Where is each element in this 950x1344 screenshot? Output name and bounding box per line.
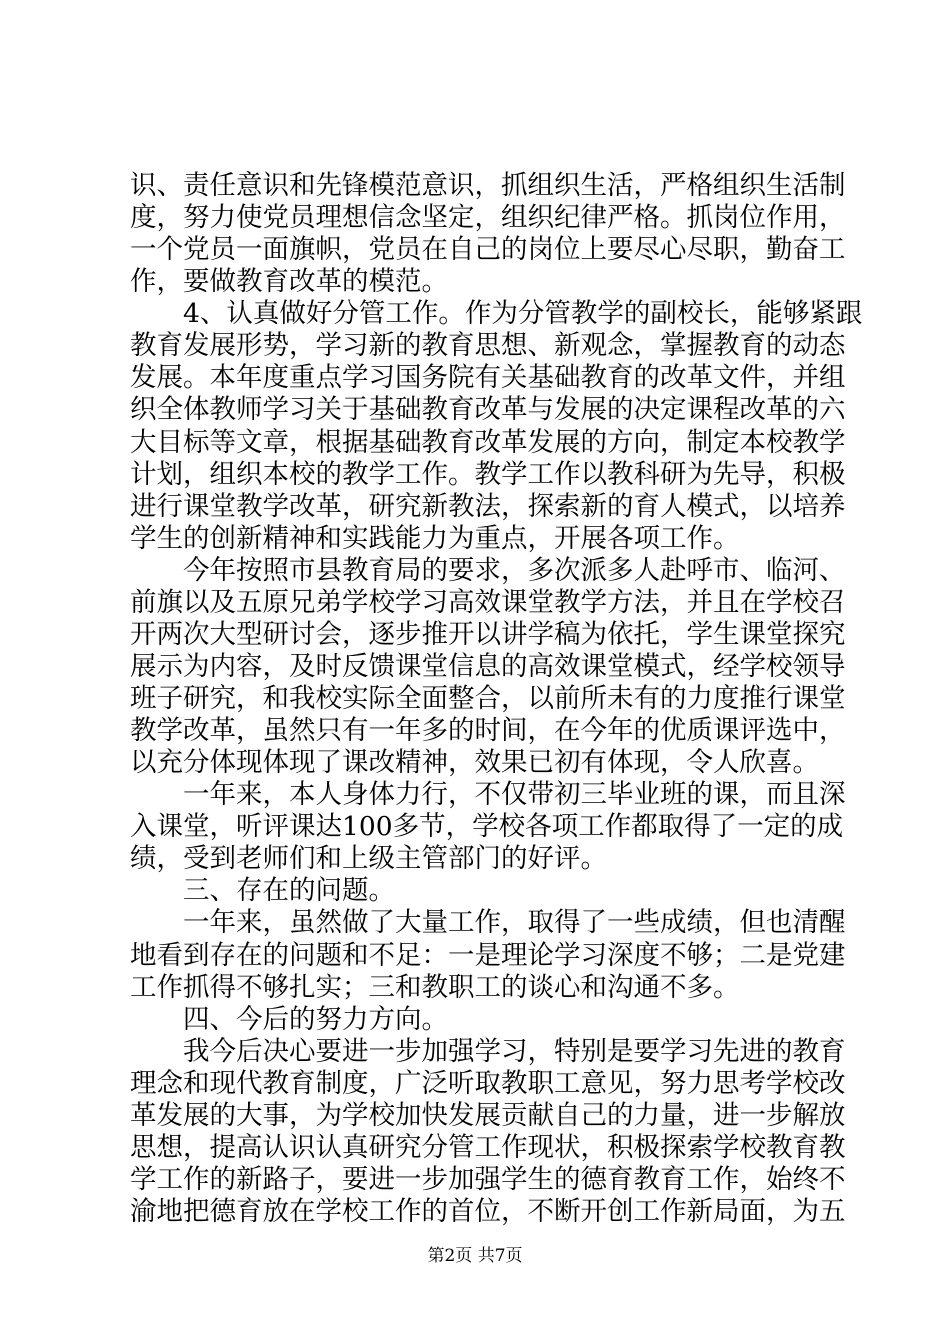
text-line: 前旗以及五原兄弟学校学习高效课堂教学方法，并且在学校召	[130, 587, 846, 618]
text-line: 今年按照市县教育局的要求，多次派多人赴呼市、临河、	[183, 555, 846, 586]
text-line: 地看到存在的问题和不足：一是理论学习深度不够；二是党建	[130, 940, 846, 971]
text-line: 思想，提高认识认真研究分管工作现状，积极探索学校教育教	[130, 1132, 846, 1163]
text-line: 学生的创新精神和实践能力为重点，开展各项工作。	[130, 523, 740, 554]
text-line: 织全体教师学习关于基础教育改革与发展的决定课程改革的六	[130, 394, 846, 425]
section-heading: 三、存在的问题。	[183, 875, 395, 906]
text-line: 以充分体现体现了课改精神，效果已初有体现，令人欣喜。	[130, 747, 819, 778]
text-line: 开两次大型研讨会，逐步推开以讲学稿为依托，学生课堂探究	[130, 619, 846, 650]
text-line: 理念和现代教育制度，广泛听取教职工意见，努力思考学校改	[130, 1068, 846, 1099]
text-line: 教育发展形势，学习新的教育思想、新观念，掌握教育的动态	[130, 330, 846, 361]
text-line: 4、认真做好分管工作。作为分管教学的副校长，能够紧跟	[183, 298, 863, 329]
text-line: 作，要做教育改革的模范。	[130, 266, 448, 297]
text-line: 一个党员一面旗帜，党员在自己的岗位上要尽心尽职，勤奋工	[130, 234, 846, 265]
text-line: 度，努力使党员理想信念坚定，组织纪律严格。抓岗位作用，	[130, 202, 846, 233]
text-line: 大目标等文章，根据基础教育改革发展的方向，制定本校教学	[130, 427, 846, 458]
text-line: 计划，组织本校的教学工作。教学工作以教科研为先导，积极	[130, 459, 846, 490]
text-line: 革发展的大事，为学校加快发展贡献自己的力量，进一步解放	[130, 1100, 846, 1131]
text-line: 识、责任意识和先锋模范意识，抓组织生活，严格组织生活制	[130, 170, 846, 201]
text-line: 进行课堂教学改革，研究新教法，探索新的育人模式，以培养	[130, 491, 846, 522]
page-number-footer: 第2页 共7页	[427, 1246, 523, 1266]
section-heading: 四、今后的努力方向。	[183, 1004, 448, 1035]
text-line: 教学改革，虽然只有一年多的时间，在今年的优质课评选中，	[130, 715, 846, 746]
text-line: 工作抓得不够扎实；三和教职工的谈心和沟通不多。	[130, 972, 740, 1003]
text-line: 渝地把德育放在学校工作的首位，不断开创工作新局面，为五	[130, 1196, 846, 1227]
text-line: 一年来，本人身体力行，不仅带初三毕业班的课，而且深	[183, 779, 846, 810]
text-line: 入课堂，听评课达100多节，学校各项工作都取得了一定的成	[130, 811, 844, 842]
text-line: 绩，受到老师们和上级主管部门的好评。	[130, 843, 607, 874]
text-line: 我今后决心要进一步加强学习，特别是要学习先进的教育	[183, 1036, 846, 1067]
text-line: 学工作的新路子，要进一步加强学生的德育教育工作，始终不	[130, 1164, 846, 1195]
text-line: 班子研究，和我校实际全面整合，以前所未有的力度推行课堂	[130, 683, 846, 714]
text-line: 发展。本年度重点学习国务院有关基础教育的改革文件，并组	[130, 362, 846, 393]
text-line: 一年来，虽然做了大量工作，取得了一些成绩，但也清醒	[183, 907, 846, 938]
text-line: 展示为内容，及时反馈课堂信息的高效课堂模式，经学校领导	[130, 651, 846, 682]
